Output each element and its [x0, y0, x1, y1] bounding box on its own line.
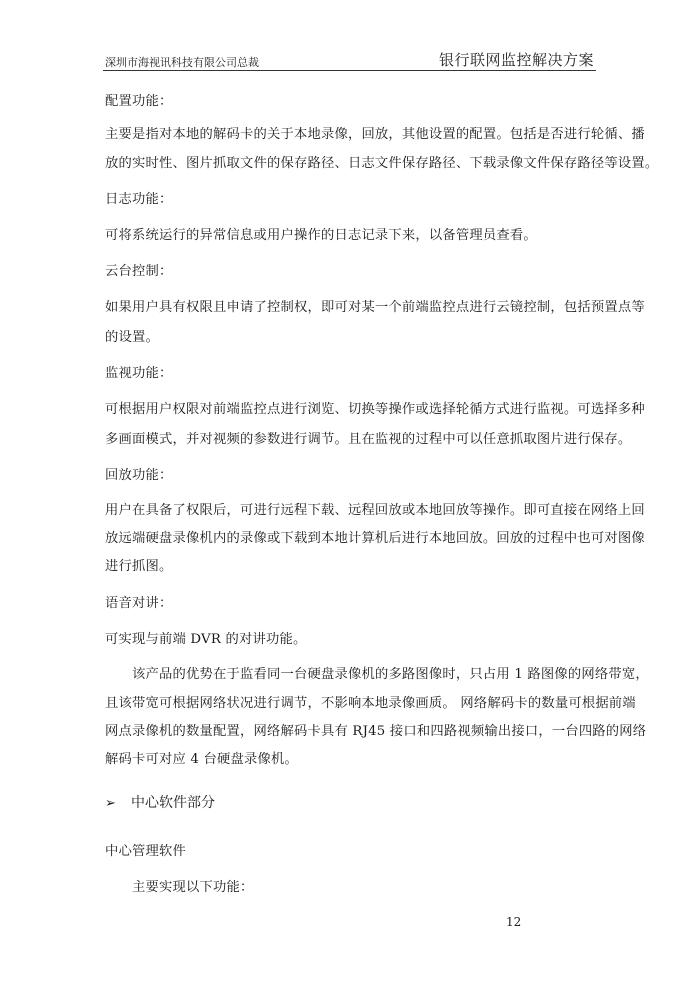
- paragraph-line: 可根据用户权限对前端监控点进行浏览、切换等操作或选择轮循方式进行监视。可选择多种: [105, 402, 645, 417]
- paragraph-line: 进行抓图。: [105, 559, 173, 574]
- bullet-center-software: [105, 792, 215, 812]
- header-title: 银行联网监控解决方案: [438, 51, 594, 69]
- page-header: [103, 48, 596, 71]
- paragraph-line: 网点录像机的数量配置，网络解码卡具有 RJ45 接口和四路视频输出接口，一台四路的网络: [105, 724, 647, 739]
- arrow-bullet-icon: ➢: [105, 796, 116, 811]
- paragraph-line: 可实现与前端 DVR 的对讲功能。: [105, 632, 307, 647]
- section-heading-playback: 回放功能：: [105, 468, 173, 483]
- paragraph-line: 解码卡可对应 4 台硬盘录像机。: [105, 752, 298, 767]
- paragraph-line: 可将系统运行的异常信息或用户操作的日志记录下来，以备管理员查看。: [105, 228, 537, 243]
- section-heading-ptz: 云台控制：: [105, 264, 173, 279]
- section-heading-log: 日志功能：: [105, 192, 173, 207]
- section-heading-talk: 语音对讲：: [105, 596, 173, 611]
- paragraph-line: 该产品的优势在于监看同一台硬盘录像机的多路图像时，只占用 1 路图像的网络带宽，: [132, 667, 649, 682]
- paragraph-line: 且该带宽可根据网络状况进行调节，不影响本地录像画质。 网络解码卡的数量可根据前端: [105, 696, 636, 711]
- paragraph-line: 放远端硬盘录像机内的录像或下载到本地计算机后进行本地回放。回放的过程中也可对图像: [105, 531, 645, 546]
- paragraph-line: 放的实时性、图片抓取文件的保存路径、日志文件保存路径、下载录像文件保存路径等设置。: [105, 156, 659, 171]
- paragraph-line: 多画面模式，并对视频的参数进行调节。且在监视的过程中可以任意抓取图片进行保存。: [105, 432, 632, 447]
- section-heading-monitor: 监视功能：: [105, 366, 173, 381]
- subheading-center-management: 中心管理软件: [105, 844, 186, 859]
- paragraph-line: 的设置。: [105, 330, 159, 345]
- page-number: 12: [506, 915, 522, 929]
- paragraph-line: 用户在具备了权限后，可进行远程下载、远程回放或本地回放等操作。即可直接在网络上回: [105, 503, 645, 518]
- bullet-text: 中心软件部分: [131, 795, 215, 811]
- paragraph-line: 主要实现以下功能：: [132, 880, 254, 895]
- paragraph-line: 如果用户具有权限且申请了控制权，即可对某一个前端监控点进行云镜控制，包括预置点等: [105, 300, 645, 315]
- paragraph-line: 主要是指对本地的解码卡的关于本地录像，回放，其他设置的配置。包括是否进行轮循、播: [105, 127, 645, 142]
- header-company: 深圳市海视讯科技有限公司总裁: [105, 56, 259, 69]
- section-heading-config: 配置功能：: [105, 94, 173, 109]
